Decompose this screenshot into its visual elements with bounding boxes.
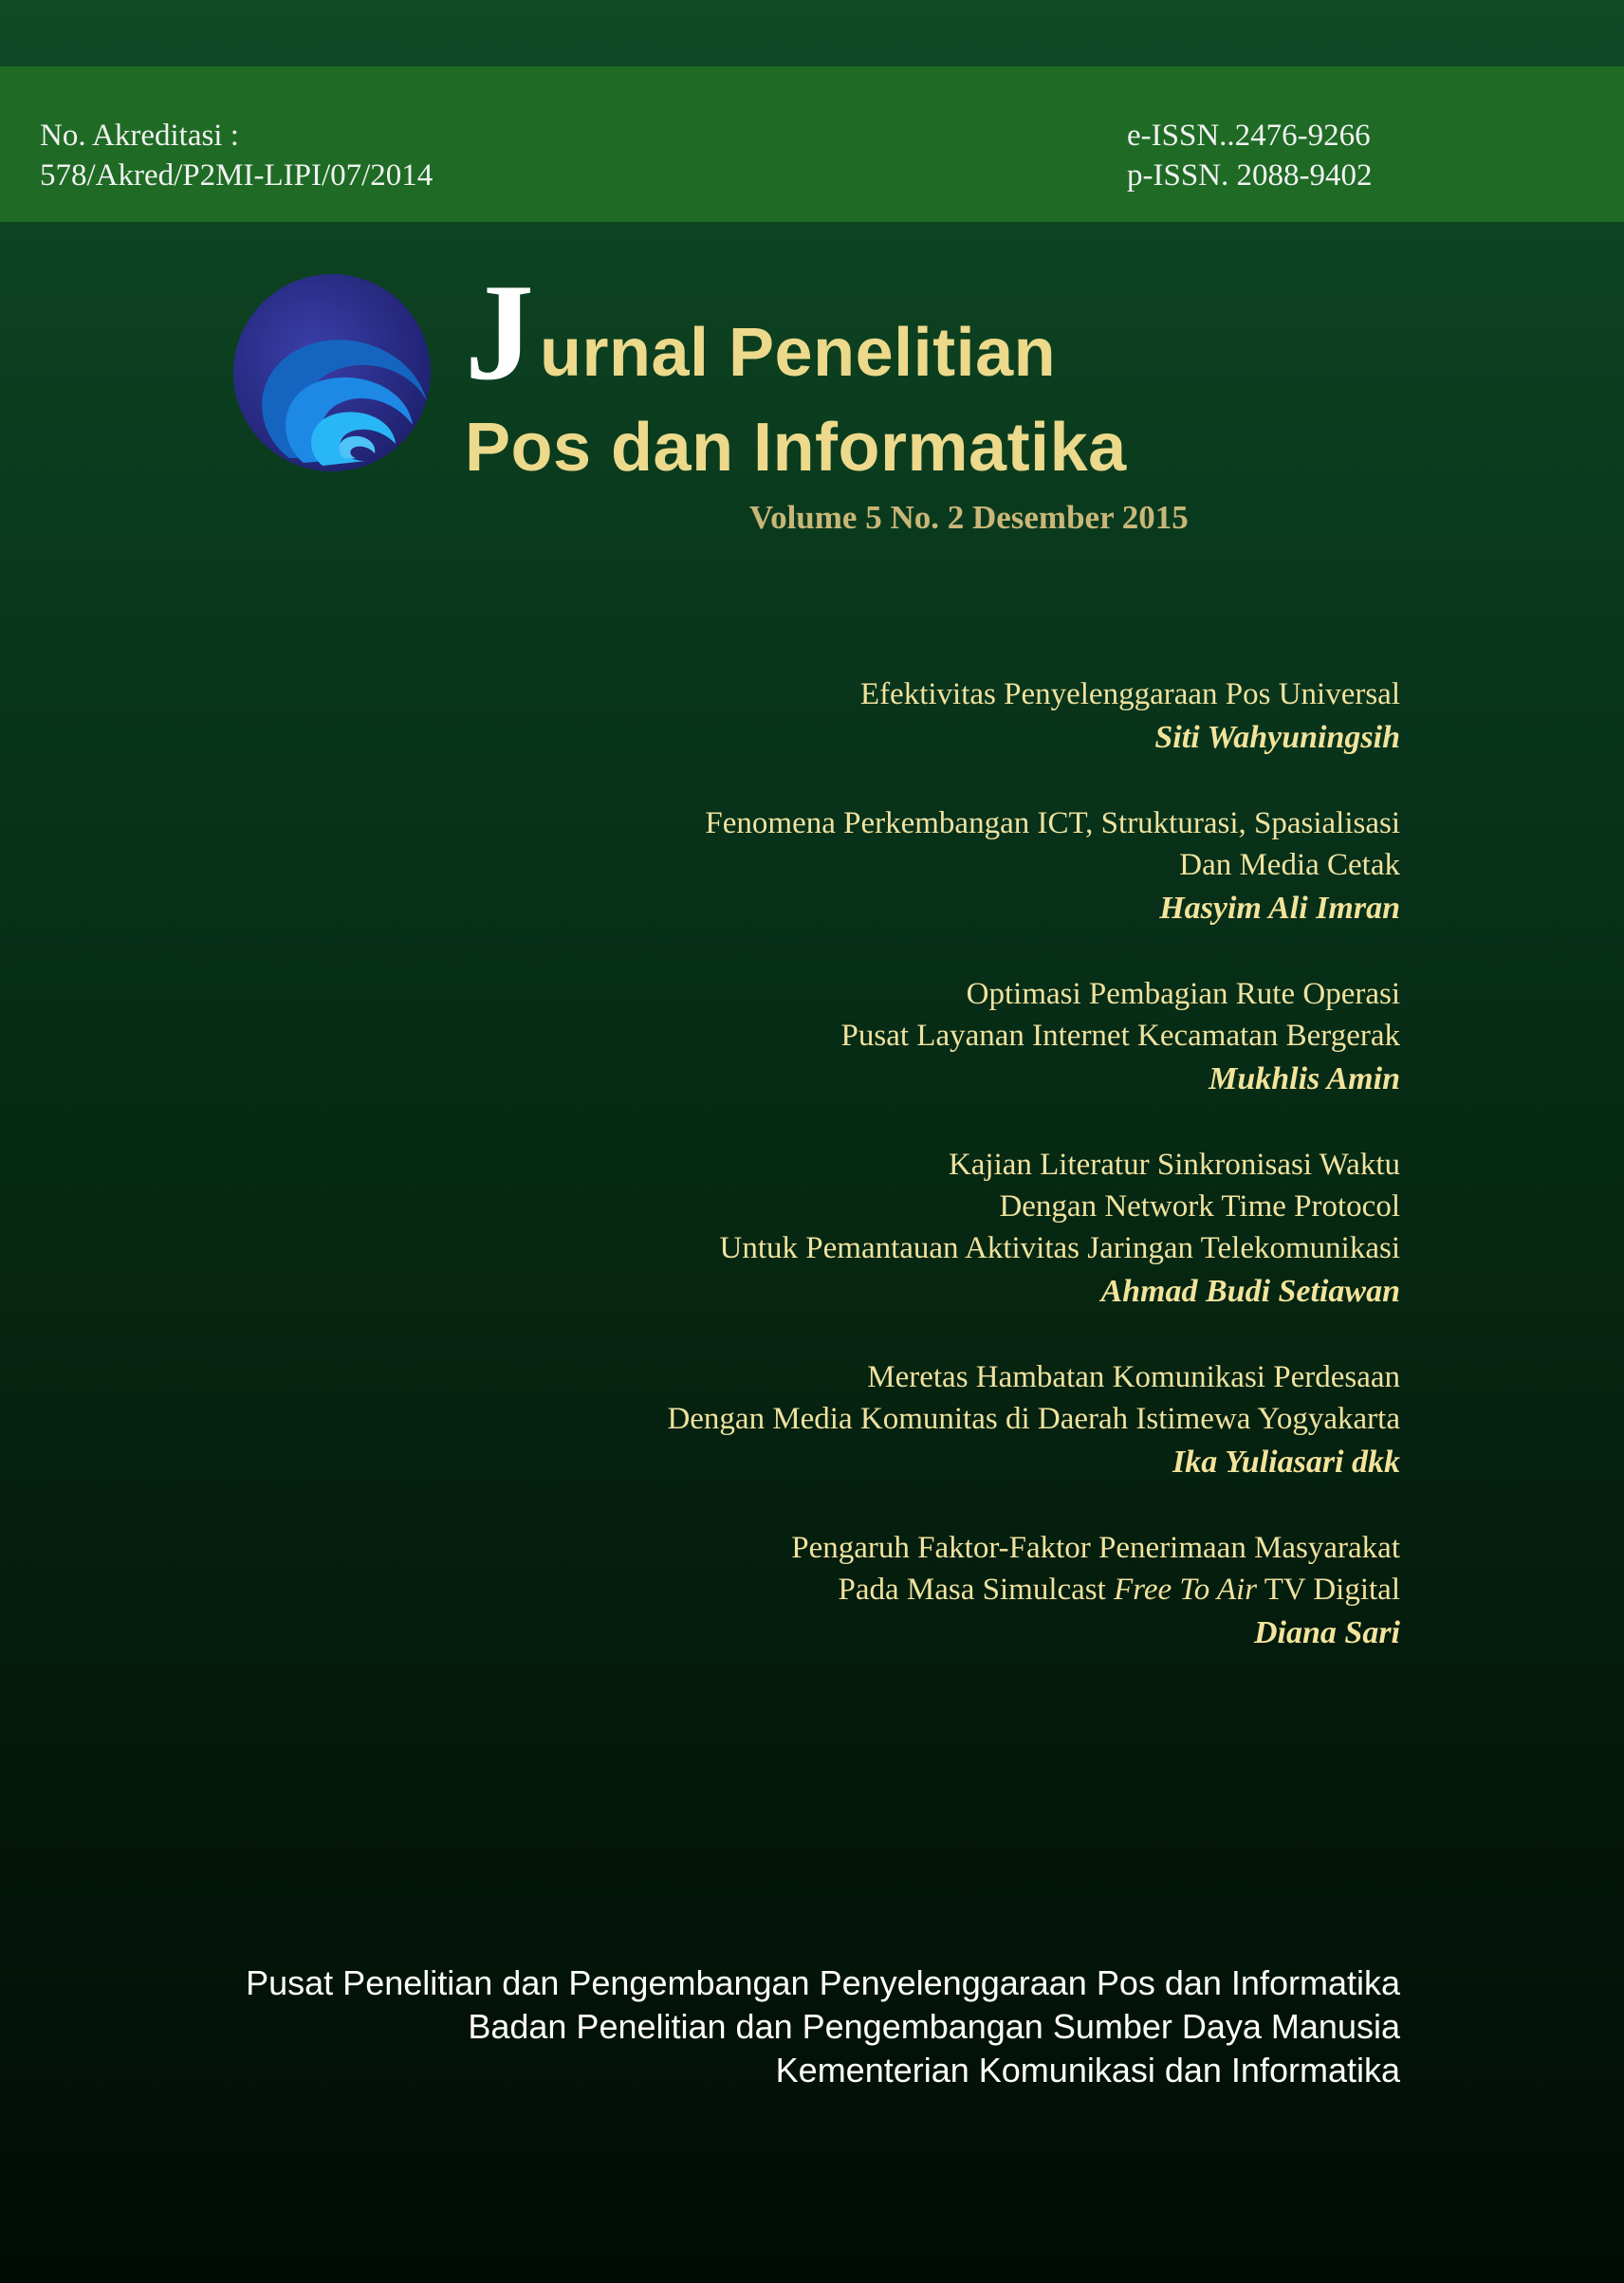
article-title-suffix: TV Digital [1257, 1573, 1400, 1607]
publisher-line-1: Pusat Penelitian dan Pengembangan Penyelenggaraan Pos dan Informatika [246, 1963, 1400, 2002]
article-item [357, 802, 1400, 931]
article-item [357, 1144, 1400, 1315]
publisher-line-3: Kementerian Komunikasi dan Informatika [775, 2051, 1400, 2090]
article-title-prefix: Pada Masa Simulcast [838, 1573, 1115, 1607]
article-item [357, 973, 1400, 1102]
article-title-line: Kajian Literatur Sinkronisasi Waktu [948, 1148, 1400, 1182]
article-title [357, 973, 1400, 1057]
accreditation-number: 578/Akred/P2MI-LIPI/07/2014 [40, 158, 434, 193]
article-title-line: Fenomena Perkembangan ICT, Strukturasi, Spasialisasi [705, 806, 1400, 840]
eissn: e-ISSN..2476-9266 [1127, 119, 1371, 153]
article-title-line: Optimasi Pembagian Rute Operasi [966, 977, 1400, 1011]
header-band [0, 66, 1624, 222]
journal-title-line-2: Pos dan Informatika [465, 410, 1127, 486]
title-line-1-rest: urnal Penelitian [540, 315, 1057, 391]
article-title [357, 1144, 1400, 1269]
issn-block [1127, 116, 1373, 195]
volume-info: Volume 5 No. 2 Desember 2015 [749, 499, 1189, 536]
article-title [357, 673, 1400, 715]
article-author: Ika Yuliasari dkk [1172, 1445, 1400, 1480]
article-title-line: Dan Media Cetak [1179, 848, 1400, 882]
article-list [357, 673, 1400, 1698]
article-author: Hasyim Ali Imran [1159, 891, 1400, 926]
ministry-logo-icon [232, 268, 436, 479]
article-title-line: Untuk Pemantauan Aktivitas Jaringan Telekomunikasi [719, 1231, 1400, 1265]
publisher-line-2: Badan Penelitian dan Pengembangan Sumber Daya Manusia [468, 2007, 1400, 2046]
article-title-line: Dengan Network Time Protocol [999, 1189, 1400, 1224]
article-title-line: Pengaruh Faktor-Faktor Penerimaan Masyarakat [791, 1531, 1400, 1565]
accreditation-block [40, 116, 433, 195]
article-item [357, 1527, 1400, 1656]
article-title-line: Dengan Media Komunitas di Daerah Istimewa Yogyakarta [667, 1402, 1400, 1436]
article-author: Ahmad Budi Setiawan [1100, 1274, 1400, 1309]
article-author: Mukhlis Amin [1209, 1061, 1400, 1096]
pissn: p-ISSN. 2088-9402 [1127, 158, 1373, 193]
article-title [357, 802, 1400, 886]
article-title [357, 1527, 1400, 1611]
article-title [357, 1356, 1400, 1440]
article-title-line: Pusat Layanan Internet Kecamatan Bergerak [840, 1019, 1400, 1053]
article-author: Siti Wahyuningsih [1154, 720, 1400, 755]
publisher-info [246, 1961, 1400, 2092]
journal-title-line-1 [465, 255, 1057, 410]
article-title-italic: Free To Air [1114, 1573, 1258, 1607]
title-initial: J [465, 255, 534, 409]
article-item [357, 673, 1400, 761]
article-item [357, 1356, 1400, 1485]
article-author: Diana Sari [1254, 1615, 1400, 1650]
article-title-line [357, 1569, 1400, 1611]
article-title-line: Meretas Hambatan Komunikasi Perdesaan [867, 1360, 1400, 1394]
article-title-line: Efektivitas Penyelenggaraan Pos Universal [859, 677, 1400, 711]
accreditation-label: No. Akreditasi : [40, 119, 239, 153]
